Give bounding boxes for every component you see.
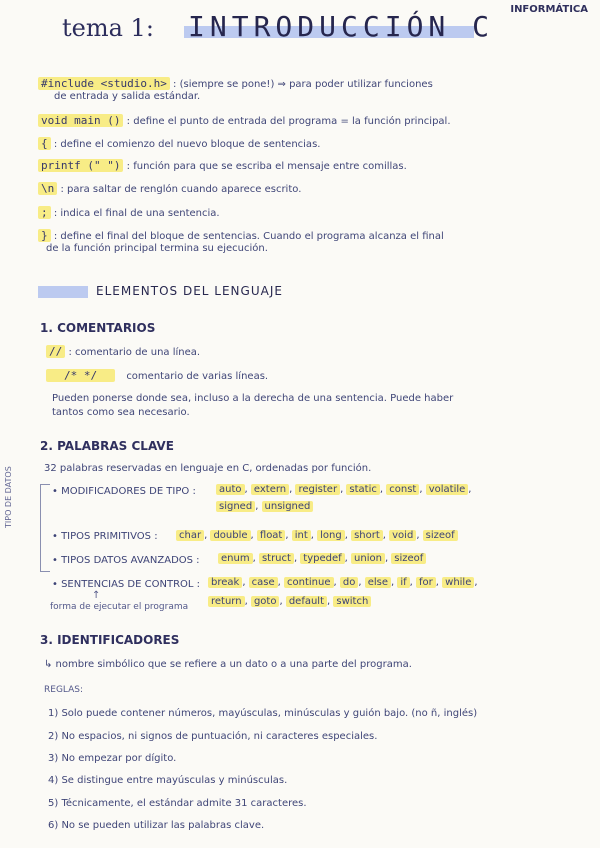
keyword: default — [286, 596, 327, 607]
keyword: enum — [218, 553, 253, 564]
intro-code: ; — [38, 206, 51, 219]
control-keywords-continued: return , goto , default , switch — [208, 596, 371, 607]
control-note: forma de ejecutar el programa — [50, 602, 189, 612]
keyword: sizeof — [391, 553, 426, 564]
keyword: do — [340, 577, 358, 588]
intro-code: printf (" ") — [38, 159, 123, 172]
comment-note-continued: tantos como sea necesario. — [52, 407, 190, 418]
up-arrow-icon: ↑ — [92, 590, 101, 601]
palabras-heading: 2. PALABRAS CLAVE — [40, 439, 174, 453]
regla-item: 4) Se distingue entre mayúsculas y minúsculas. — [48, 775, 288, 786]
intro-item — [38, 77, 433, 90]
intro-desc: : (siempre se pone!) ⇒ para poder utilizar funciones — [173, 79, 433, 90]
comment-multi — [46, 369, 268, 382]
intro-desc: : define el punto de entrada del programa = la función principal. — [126, 116, 451, 127]
intro-desc-continued: de la función principal termina su ejecución. — [46, 243, 268, 254]
section-title: ELEMENTOS DEL LENGUAJE — [96, 284, 283, 298]
subject-label: INFORMÁTICA — [510, 4, 588, 15]
identificadores-heading: 3. IDENTIFICADORES — [40, 633, 180, 647]
avanzados-label: • TIPOS DATOS AVANZADOS : — [52, 555, 200, 566]
modificadores-keywords-continued: signed , unsigned — [216, 501, 313, 512]
intro-item — [38, 159, 407, 172]
keyword: if — [397, 577, 409, 588]
types-side-label: TIPO DE DATOS — [4, 466, 13, 528]
keyword: goto — [251, 596, 280, 607]
intro-item — [38, 114, 451, 127]
keyword: volatile — [426, 484, 469, 495]
keyword: void — [389, 530, 416, 541]
keyword: union — [351, 553, 385, 564]
intro-desc: : define el comienzo del nuevo bloque de sentencias. — [53, 139, 321, 150]
comment-multi-desc: comentario de varias líneas. — [126, 371, 269, 382]
comment-single-code: // — [46, 345, 65, 358]
keyword: register — [295, 484, 340, 495]
keyword: for — [416, 577, 436, 588]
comment-single — [46, 345, 200, 358]
intro-item — [38, 182, 301, 195]
keyword: double — [210, 530, 250, 541]
keyword: signed — [216, 501, 255, 512]
regla-item: 6) No se pueden utilizar las palabras clave. — [48, 820, 265, 831]
intro-item — [38, 206, 220, 219]
intro-item — [38, 137, 320, 150]
intro-item — [38, 229, 444, 242]
regla-item: 3) No empezar por dígito. — [48, 753, 177, 764]
intro-code: \n — [38, 182, 57, 195]
intro-desc: : función para que se escriba el mensaje entre comillas. — [126, 161, 407, 172]
keyword: const — [386, 484, 419, 495]
regla-item: 1) Solo puede contener números, mayúsculas, minúsculas y guión bajo. (no ñ, inglés) — [48, 708, 478, 719]
keyword: sizeof — [423, 530, 458, 541]
comentarios-heading: 1. COMENTARIOS — [40, 321, 156, 335]
comment-multi-code: /* */ — [46, 369, 115, 382]
modificadores-label: • MODIFICADORES DE TIPO : — [52, 486, 196, 497]
section-highlight — [38, 286, 88, 298]
keyword: static — [346, 484, 379, 495]
keyword: auto — [216, 484, 245, 495]
intro-code: } — [38, 229, 51, 242]
keyword: short — [351, 530, 383, 541]
keyword: while — [442, 577, 474, 588]
intro-desc: : para saltar de renglón cuando aparece escrito. — [60, 184, 302, 195]
keyword: unsigned — [262, 501, 314, 512]
tema-label: tema 1: — [62, 14, 154, 42]
comment-note: Pueden ponerse donde sea, incluso a la derecha de una sentencia. Puede haber — [52, 393, 454, 404]
keyword: case — [249, 577, 278, 588]
keyword: struct — [259, 553, 294, 564]
primitivos-keywords: char , double , float , int , long , short , void , sizeof — [176, 530, 458, 541]
intro-desc: : indica el final de una sentencia. — [53, 208, 220, 219]
control-keywords: break , case , continue , do , else , if , for , while , — [208, 577, 478, 588]
keyword: break — [208, 577, 242, 588]
keyword: extern — [251, 484, 289, 495]
modificadores-keywords: auto , extern , register , static , const , volatile , — [216, 484, 471, 495]
identificadores-intro: ↳ nombre simbólico que se refiere a un dato o a una parte del programa. — [44, 659, 412, 670]
keyword: typedef — [300, 553, 344, 564]
intro-code: #include <studio.h> — [38, 77, 170, 90]
page-title: INTRODUCCIÓN C — [188, 10, 495, 43]
intro-desc-continued: de entrada y salida estándar. — [54, 91, 201, 102]
primitivos-label: • TIPOS PRIMITIVOS : — [52, 531, 158, 542]
palabras-intro: 32 palabras reservadas en lenguaje en C, ordenadas por función. — [44, 463, 372, 474]
keyword: switch — [333, 596, 371, 607]
keyword: else — [365, 577, 391, 588]
keyword: long — [317, 530, 345, 541]
comment-single-desc: : comentario de una línea. — [68, 347, 201, 358]
avanzados-keywords: enum , struct , typedef , union , sizeof — [218, 553, 426, 564]
regla-item: 2) No espacios, ni signos de puntuación, ni caracteres especiales. — [48, 731, 378, 742]
keyword: int — [292, 530, 311, 541]
types-bracket — [40, 484, 50, 572]
keyword: return — [208, 596, 245, 607]
control-label: • SENTENCIAS DE CONTROL : — [52, 579, 201, 590]
intro-code: { — [38, 137, 51, 150]
keyword: continue — [284, 577, 333, 588]
keyword: float — [257, 530, 285, 541]
keyword: char — [176, 530, 204, 541]
reglas-label: REGLAS: — [44, 685, 84, 695]
intro-code: void main () — [38, 114, 123, 127]
intro-desc: : define el final del bloque de sentencias. Cuando el programa alcanza el final — [53, 231, 444, 242]
regla-item: 5) Técnicamente, el estándar admite 31 caracteres. — [48, 798, 307, 809]
